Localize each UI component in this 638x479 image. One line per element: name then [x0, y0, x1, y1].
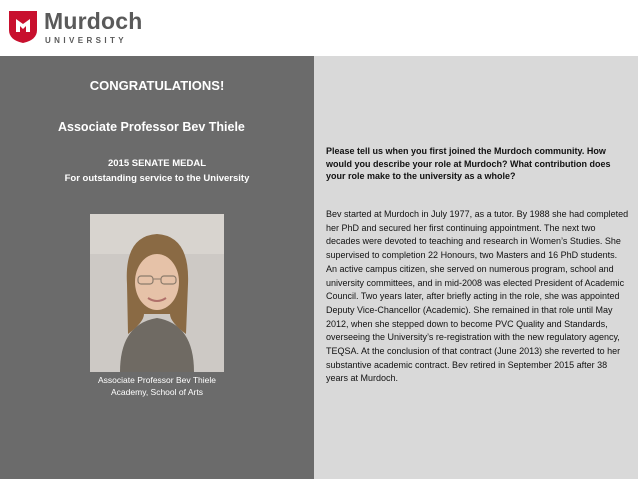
- crest-icon: [8, 10, 38, 44]
- portrait-image: [90, 214, 224, 372]
- caption-affiliation: Academy, School of Arts: [111, 387, 203, 397]
- header: [0, 0, 638, 56]
- left-panel: [0, 56, 314, 479]
- medal-title: 2015 SENATE MEDAL: [107, 158, 206, 169]
- university-logo: [8, 8, 148, 48]
- caption-name: Associate Professor Bev Thiele: [98, 375, 216, 385]
- honoree-name: Associate Professor Bev Thiele: [58, 120, 245, 134]
- interview-answer: Bev started at Murdoch in July 1977, as a tutor. By 1988 she had completed her PhD and secured her first continuing appointment. The next two decades were devoted to teaching and research in Women’s Studies. She supervised to completion 22 Honours, two Masters and 16 PhD students. An active campus citizen, she served on numerous program, school and university committees, and in mid-2008 was elected President of Academic Council. Two years later, after briefly acting in the role, she was appointed Deputy Vice-Chancellor (Academic). She remained in that role until May 2012, when she stepped down to become PVC Quality and Standards, overseeing the University’s re-registration with the new regulatory agency, TEQSA. At the conclusion of that contract (June 2013) she reverted to her substantive academic contract. Bev retired in September 2015 after 38 years at Murdoch.: [326, 209, 629, 384]
- logo-wordmark: Murdoch: [44, 8, 143, 34]
- congratulations-heading: CONGRATULATIONS!: [89, 78, 225, 93]
- portrait-photo: [90, 214, 224, 372]
- logo-subtitle: UNIVERSITY: [45, 36, 128, 45]
- interview-question: Please tell us when you first joined the Murdoch community. How would you describe your role at Murdoch? What contribution does your role make to the university as a whole?: [326, 146, 611, 181]
- medal-subtitle: For outstanding service to the University: [64, 173, 250, 184]
- medal-block: [0, 156, 314, 186]
- photo-caption: [70, 374, 244, 398]
